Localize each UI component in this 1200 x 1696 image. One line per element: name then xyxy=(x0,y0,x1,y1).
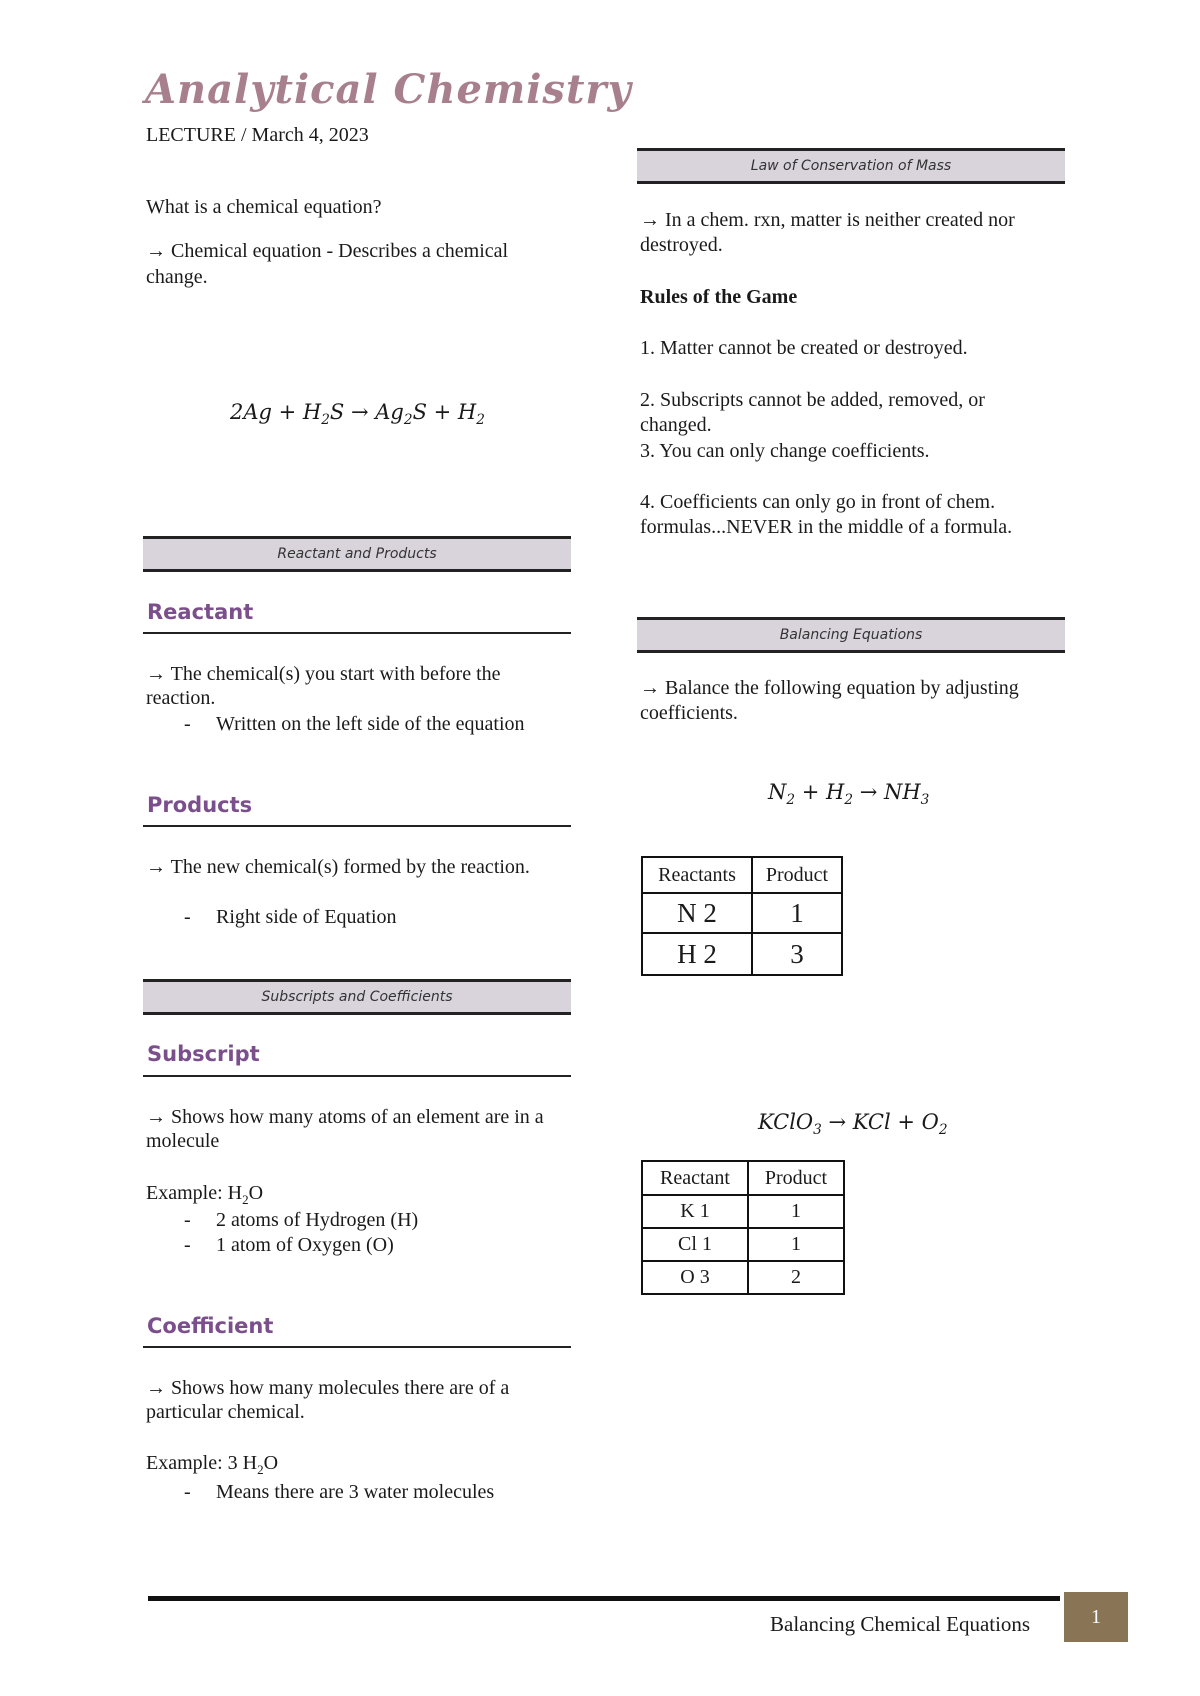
heading-rule xyxy=(143,1075,571,1077)
heading-subscript: Subscript xyxy=(147,1042,260,1066)
table-cell: O 3 xyxy=(642,1261,748,1294)
products-text: → The new chemical(s) formed by the reaction. xyxy=(146,856,530,878)
table-cell: 1 xyxy=(748,1195,844,1228)
equation-ammonia: $N_2 + H_2 \to NH_3$ xyxy=(768,780,930,809)
bullet-dash: - xyxy=(184,1481,191,1503)
heading-products: Products xyxy=(147,793,253,817)
table-header: Reactants xyxy=(642,857,752,893)
subscript-bullet: - 2 atoms of Hydrogen (H) xyxy=(146,1208,418,1232)
subscript-text: → Shows how many atoms of an element are in a molecule xyxy=(146,1106,544,1152)
question-text: What is a chemical equation? xyxy=(146,196,382,218)
table-cell: 3 xyxy=(752,933,842,975)
balance-table-ammonia xyxy=(641,856,843,976)
banner-balancing-equations: Balancing Equations xyxy=(637,617,1065,653)
lecture-date: LECTURE / March 4, 2023 xyxy=(146,124,369,146)
table-cell: 1 xyxy=(748,1228,844,1261)
bullet-dash: - xyxy=(184,906,191,928)
definition-text: → Chemical equation - Describes a chemical change. xyxy=(146,240,509,288)
heading-rule xyxy=(143,825,571,827)
subscript-bullet: - 1 atom of Oxygen (O) xyxy=(146,1233,394,1257)
table-cell: Cl 1 xyxy=(642,1228,748,1261)
heading-coefficient: Coefficient xyxy=(147,1314,274,1338)
rule-4: 4. Coefficients can only go in front of chem. formulas...NEVER in the middle of a formula. xyxy=(640,491,1013,538)
bullet-dash: - xyxy=(184,1209,191,1231)
footer-rule xyxy=(148,1596,1060,1601)
heading-rule xyxy=(143,1346,571,1348)
table-header: Product xyxy=(752,857,842,893)
bullet-dash: - xyxy=(184,713,191,735)
coefficient-bullet: - Means there are 3 water molecules xyxy=(146,1480,494,1504)
bullet-dash: - xyxy=(184,1234,191,1256)
footer-title: Balancing Chemical Equations xyxy=(770,1612,1031,1636)
heading-reactant: Reactant xyxy=(147,600,254,624)
products-bullet: - Right side of Equation xyxy=(146,905,397,929)
balancing-text: → Balance the following equation by adjusting coefficients. xyxy=(640,677,1019,724)
banner-subscripts-coefficients: Subscripts and Coefficients xyxy=(143,979,571,1015)
balance-table-potassium-chlorate xyxy=(641,1160,845,1295)
reactant-text: → The chemical(s) you start with before the reaction. xyxy=(146,663,501,709)
table-cell: H 2 xyxy=(642,933,752,975)
banner-reactant-products: Reactant and Products xyxy=(143,536,571,572)
page-number: 1 xyxy=(1064,1592,1128,1642)
subscript-example: Example: $H_2O$ xyxy=(146,1182,264,1207)
banner-conservation-of-mass: Law of Conservation of Mass xyxy=(637,148,1065,184)
rule-3: 3. You can only change coefficients. xyxy=(640,440,930,462)
rule-1: 1. Matter cannot be created or destroyed. xyxy=(640,337,968,359)
rules-heading: Rules of the Game xyxy=(640,286,798,308)
table-cell: K 1 xyxy=(642,1195,748,1228)
conservation-text: → In a chem. rxn, matter is neither created nor destroyed. xyxy=(640,209,1015,256)
table-cell: 1 xyxy=(752,893,842,933)
coefficient-example: Example: 3 $H_2O$ xyxy=(146,1452,279,1477)
coefficient-text: → Shows how many molecules there are of a particular chemical. xyxy=(146,1377,510,1423)
equation-silver-sulfide: $2Ag + H_2S \to Ag_2S + H_2$ xyxy=(230,400,485,429)
heading-rule xyxy=(143,632,571,634)
table-cell: 2 xyxy=(748,1261,844,1294)
reactant-bullet: - Written on the left side of the equation xyxy=(146,712,525,736)
table-cell: N 2 xyxy=(642,893,752,933)
equation-potassium-chlorate: KClO$_3$ → KCl + $O_2$ xyxy=(758,1110,948,1139)
document-title: Analytical Chemistry xyxy=(145,66,632,113)
table-header: Product xyxy=(748,1161,844,1195)
rule-2: 2. Subscripts cannot be added, removed, or changed. xyxy=(640,389,985,436)
table-header: Reactant xyxy=(642,1161,748,1195)
